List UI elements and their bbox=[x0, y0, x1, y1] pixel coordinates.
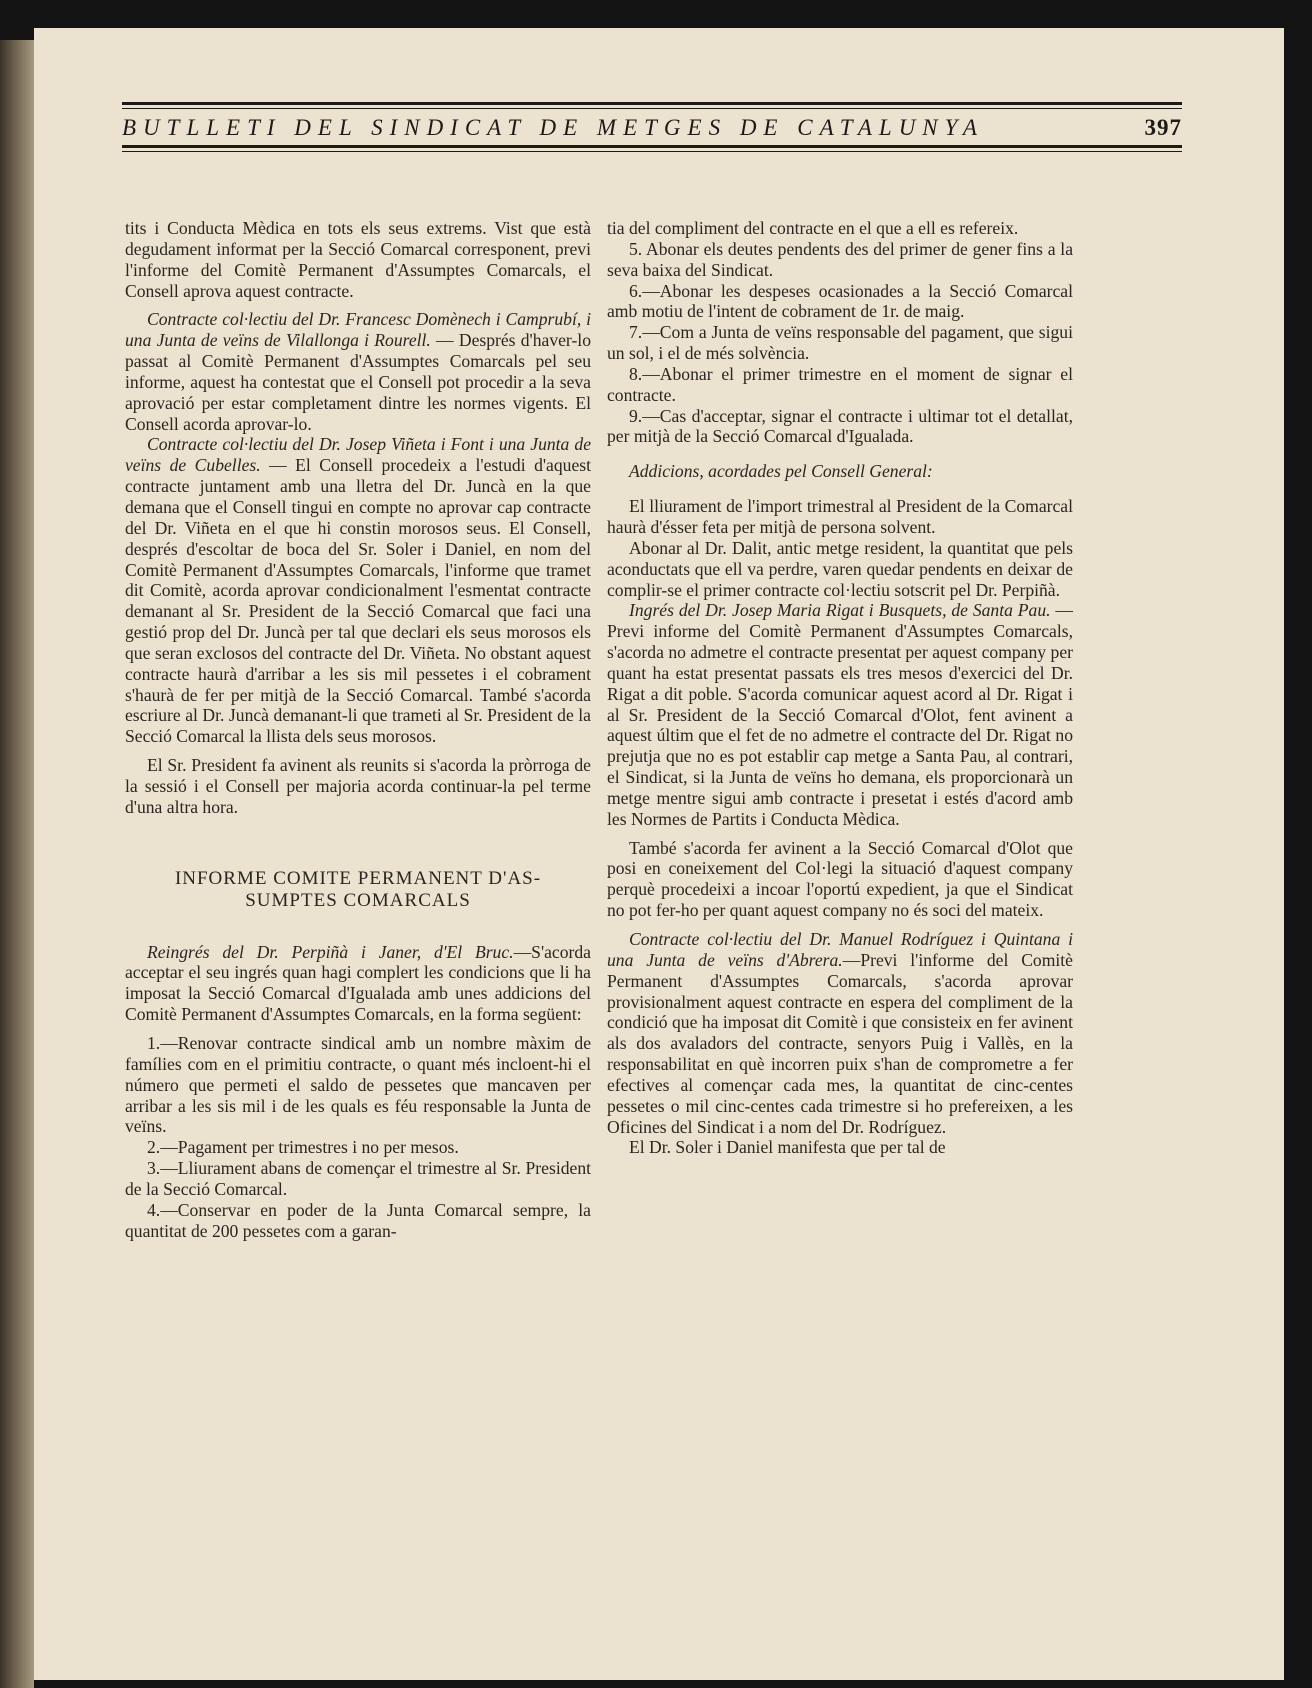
page-number: 397 bbox=[1144, 115, 1182, 140]
paragraph-body: — Després d'haver-lo passat al Comitè Permanent d'Assumptes Comarcals pel seu informe, aquest ha contestat que el Consell pot procedir a la seva aprovació per estar completament dintre les normes vigents. El Consell acorda aprovar-lo. bbox=[125, 330, 591, 434]
paragraph bbox=[125, 942, 591, 1025]
section-title-line: SUMPTES COMARCALS bbox=[245, 889, 471, 911]
paragraph: El lliurament de l'import trimestral al President de la Comarcal haurà d'ésser feta per mitjà de persona solvent. bbox=[607, 496, 1073, 537]
paragraph bbox=[607, 929, 1073, 1137]
paragraph: El Sr. President fa avinent als reunits si s'acorda la pròrroga de la sessió i el Consell per majoria acorda continuar-la pel terme d'una altra hora. bbox=[125, 755, 591, 817]
paragraph-body: —Previ l'informe del Comitè Permanent d'Assumptes Comarcals, s'acorda aprovar provisionalment aquest contracte en espera del compliment de la condició que ha imposat dit Comitè i que consisteix en fer avinent als dos avaladors del contracte, senyors Puig i Vallès, en la responsabilitat en què incorren puix s'han de comprometre a fer efectives al començar cada mes, la quantitat de cinc-centes pessetes o mil cinc-centes cada trimestre si ho prefereixen, a les Oficines del Sindicat i a nom del Dr. Rodríguez. bbox=[607, 949, 1073, 1137]
paragraph-body: — Previ informe del Comitè Permanent d'Assumptes Comarcals, s'acorda no admetre el contracte presentat per aquest company per quant ha estat presentat passats els tres mesos d'exercici del Dr. Rigat a dit poble. S'acorda comunicar aquest acord al Dr. Rigat i al Sr. President de la Secció Comarcal d'Olot, fent avinent a aquest últim que el fet de no admetre el contracte del Dr. Rigat no prejutja que no es pot establir cap metge a Santa Pau, al contrari, el Sindicat, si la Junta de veïns ho demana, els proporcionarà un metge mentre sigui amb contracte i presetat i estés d'acord amb les Normes de Partits i Conducta Mèdica. bbox=[607, 600, 1073, 829]
paragraph: tia del compliment del contracte en el que a ell es refereix. bbox=[607, 218, 1019, 238]
paragraph: Abonar al Dr. Dalit, antic metge resident, la quantitat que pels aconductats que ell va perdre, varen quedar pendents en deixar de complir-se el primer contracte col·lectiu sotscrit pel Dr. Perpiñà. bbox=[607, 537, 1073, 600]
list-item: 4.—Conservar en poder de la Junta Comarcal sempre, la quantitat de 200 pessetes com a garan- bbox=[125, 1199, 591, 1241]
paragraph-subheading: Contracte col·lectiu del Dr. Francesc Domènech i Camprubí, i una Junta de veïns de Vilallonga i Rourell. bbox=[125, 309, 591, 351]
paragraph-body: — El Consell procedeix a l'estudi d'aquest contracte juntament amb una lletra del Dr. Juncà en la que demana que el Consell tingui en compte no aprovar cap contracte del Dr. Viñeta en el que hi constin morosos seus. El Consell, després d'escoltar de boca del Sr. Soler i Daniel, en nom del Comitè Permanent d'Assumptes Comarcals, l'informe que tramet dit Comitè, acorda aprovar condicionalment l'esmentat contracte demanant al Sr. President de la Secció Comarcal que faci una gestió prop del Dr. Juncà per tal que declari els seus morosos els que seran exclosos del contracte del Dr. Viñeta. No obstant aquest contracte haurà d'arribar a les sis mil pessetes i el cobrament s'haurà de fer per mitjà de la Secció Comarcal. També s'acorda escriure al Dr. Juncà demanant-li que trameti al Sr. President de la Secció Comarcal la llista dels seus morosos. bbox=[125, 455, 591, 747]
running-header bbox=[122, 102, 1182, 152]
paragraph-subheading: Contracte col·lectiu del Dr. Josep Viñeta i Font i una Junta de veïns de Cubelles. bbox=[125, 434, 591, 476]
section-title-line: INFORME COMITE PERMANENT D'AS- bbox=[174, 867, 542, 889]
paragraph-subheading: Ingrés del Dr. Josep Maria Rigat i Busquets, de Santa Pau. bbox=[629, 600, 1051, 621]
right-column bbox=[607, 218, 1073, 1158]
paragraph: També s'acorda fer avinent a la Secció Comarcal d'Olot que posi en coneixement del Col·legi la situació d'aquest company perquè procedeixi a incoar l'oportú expedient, ja que el Sindicat no pot fer-ho per quant aquest company no és soci del mateix. bbox=[607, 837, 1073, 921]
paragraph bbox=[125, 309, 591, 434]
additions-heading: Addicions, acordades pel Consell General: bbox=[629, 461, 933, 482]
list-item: 9.—Cas d'acceptar, signar el contracte i ultimar tot el detallat, per mitjà de la Secció Comarcal d'Igualada. bbox=[607, 405, 1073, 447]
header-text-row bbox=[122, 109, 1182, 145]
book-binding-edge bbox=[0, 40, 34, 1688]
header-bottom-rule bbox=[122, 145, 1182, 148]
list-item: 5. Abonar els deutes pendents des del primer de gener fins a la seva baixa del Sindicat. bbox=[607, 238, 1073, 280]
list-item: 7.—Com a Junta de veïns responsable del pagament, que sigui un sol, i el de més solvència. bbox=[607, 322, 1073, 364]
left-column bbox=[125, 218, 591, 1241]
paragraph-subheading: Reingrés del Dr. Perpiñà i Janer, d'El Bruc. bbox=[147, 941, 514, 962]
header-top-rule bbox=[122, 102, 1182, 105]
section-title bbox=[125, 868, 591, 912]
paragraph: El Dr. Soler i Daniel manifesta que per tal de bbox=[629, 1137, 946, 1158]
journal-title: BUTLLETI DEL SINDICAT DE METGES DE CATALUNYA bbox=[122, 115, 984, 140]
list-item: 6.—Abonar les despeses ocasionades a la Secció Comarcal amb motiu de l'intent de cobrament de 1r. de maig. bbox=[607, 280, 1073, 322]
list-item: 3.—Lliurament abans de començar el trimestre al Sr. President de la Secció Comarcal. bbox=[125, 1158, 591, 1199]
paragraph-body: —S'acorda acceptar el seu ingrés quan hagi complert les condicions que li ha imposat la Secció Comarcal d'Igualada amb unes addicions del Comitè Permanent d'Assumptes Comarcals, en la forma següent: bbox=[125, 941, 591, 1025]
list-item: 8.—Abonar el primer trimestre en el moment de signar el contracte. bbox=[607, 363, 1073, 405]
list-item: 2.—Pagament per trimestres i no per mesos. bbox=[147, 1137, 459, 1158]
list-item: 1.—Renovar contracte sindical amb un nombre màxim de famílies com en el primitiu contracte, o quant més incloent-hi el número que permeti el saldo de pessetes que mancaven per arribar a les sis mil i de les quals es féu responsable la Junta de veïns. bbox=[125, 1033, 591, 1137]
paragraph bbox=[607, 600, 1073, 829]
header-bottom-rule-thin bbox=[122, 151, 1182, 152]
paragraph bbox=[125, 434, 591, 747]
paragraph-subheading: Contracte col·lectiu del Dr. Manuel Rodríguez i Quintana i una Junta de veïns d'Abrera. bbox=[607, 929, 1073, 970]
paragraph: tits i Conducta Mèdica en tots els seus extrems. Vist que està degudament informat per la Secció Comarcal corresponent, previ l'informe del Comitè Permanent d'Assumptes Comarcals, el Consell aprova aquest contracte. bbox=[125, 218, 591, 301]
